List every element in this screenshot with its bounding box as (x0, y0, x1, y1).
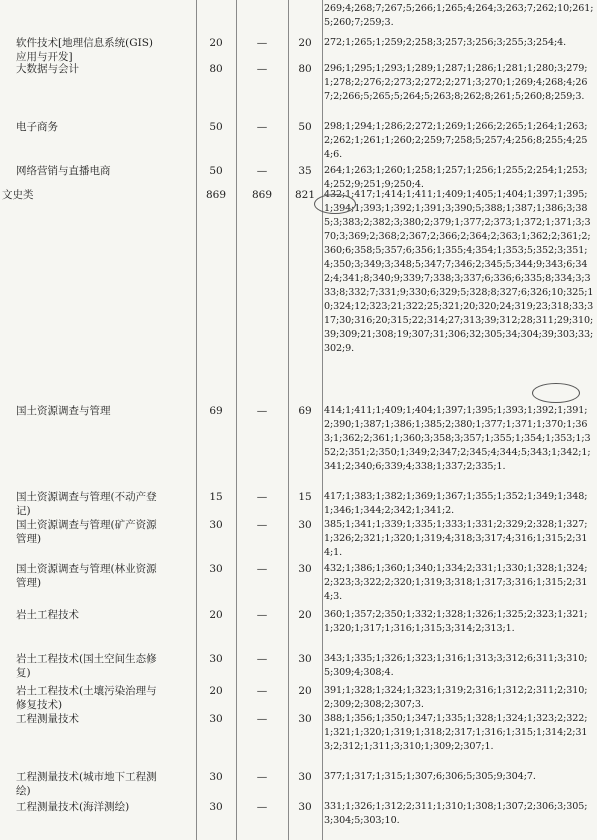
admitted-count: 69 (298, 405, 312, 417)
admitted-count: 30 (298, 519, 312, 531)
plan-count: 50 (209, 165, 223, 177)
plan-count: 30 (209, 563, 223, 575)
program-name: 工程测量技术(海洋测绘) (16, 801, 130, 813)
adjust-count: — (256, 685, 268, 697)
program-name: 电子商务 (16, 121, 58, 133)
score-distribution: 377;1;317;1;315;1;307;6;306;5;305;9;304;7. (324, 771, 536, 782)
adjust-count: — (256, 713, 268, 725)
plan-count: 69 (209, 405, 223, 417)
score-distribution: 432;1;386;1;360;1;340;1;334;2;331;1;330;1;328;1;324;2;323;3;322;2;320;1;319;3;318;1;317;3;316;1;315;2;314;3. (324, 563, 588, 602)
admitted-count: 20 (298, 609, 312, 621)
plan-count: 30 (209, 801, 223, 813)
plan-count: 50 (209, 121, 223, 133)
plan-count: 15 (209, 491, 223, 503)
program-name: 国土资源调查与管理 (16, 405, 111, 417)
admitted-count: 30 (298, 713, 312, 725)
program-name: 岩土工程技术(国土空间生态修 复) (16, 653, 157, 679)
column-divider (322, 0, 323, 840)
score-distribution: 417;1;383;1;382;1;369;1;367;1;355;1;352;1;349;1;348;1;346;1;344;2;342;1;341;2. (324, 491, 588, 516)
score-distribution: 331;1;326;1;312;2;311;1;310;1;308;1;307;2;306;3;305;3;304;5;303;10. (324, 801, 588, 826)
program-name: 国土资源调查与管理(矿产资源 管理) (16, 519, 157, 545)
program-name: 岩土工程技术(土壤污染治理与 修复技术) (16, 685, 157, 711)
adjust-count: — (256, 609, 268, 621)
adjust-count: — (256, 165, 268, 177)
score-distribution: 272;1;265;1;259;2;258;3;257;3;256;3;255;3;254;4. (324, 37, 567, 48)
adjust-count: — (256, 491, 268, 503)
admitted-count: 80 (298, 63, 312, 75)
score-distribution: 432;1;417;1;414;1;411;1;409;1;405;1;404;1;397;1;395;1;394;1;393;1;392;1;391;3;390;5;388;1;387;1;386;3;385;3;383;2;382;3;380;2;379;1;377;2;373;1;372;1;371;3;370;3;369;2;368;2;367;2;366;2;364;2;363;1;362;2;361;2;360;6;358;5;357;6;356;1;355;4;354;1;353;5;352;3;351;4;350;3;349;3;348;5;347;7;346;2;345;5;344;9;343;6;342;4;341;8;340;9;339;7;338;3;337;6;336;6;335;8;334;3;333;8;332;7;331;9;330;6;329;5;328;8;327;6;326;10;325;10;324;12;323;21;322;25;321;20;320;24;319;23;318;33;317;30;316;20;315;22;314;27;313;39;312;28;311;29;310;39;309;21;308;19;307;31;306;32;305;34;304;39;303;33;302;9. (324, 189, 594, 354)
admitted-count: 30 (298, 801, 312, 813)
score-distribution: 343;1;335;1;326;1;323;1;316;1;313;3;312;6;311;3;310;5;309;4;308;4. (324, 653, 588, 678)
program-name: 软件技术[地理信息系统(GIS) 应用与开发] (16, 37, 154, 63)
admitted-count: 30 (298, 771, 312, 783)
admitted-count: 30 (298, 563, 312, 575)
score-distribution: 296;1;295;1;293;1;289;1;287;1;286;1;281;1;280;3;279;1;278;2;276;2;273;2;272;2;271;3;270;1;269;4;268;4;267;2;266;5;265;5;264;5;263;8;262;8;261;5;260;8;259;3. (324, 63, 588, 102)
plan-count: 20 (209, 37, 223, 49)
adjust-count: — (256, 519, 268, 531)
handwritten-circle-mark (532, 383, 580, 403)
score-distribution: 385;1;341;1;339;1;335;1;333;1;331;2;329;2;328;1;327;1;326;2;321;1;320;1;319;4;318;3;317;4;316;1;315;2;314;1. (324, 519, 588, 558)
plan-count: 30 (209, 653, 223, 665)
score-distribution: 269;4;268;7;267;5;266;1;265;4;264;3;263;7;262;10;261;5;260;7;259;3. (324, 3, 594, 28)
program-name: 文史类 (2, 189, 34, 201)
adjust-count: — (256, 405, 268, 417)
plan-count: 20 (209, 609, 223, 621)
admitted-count: 35 (298, 165, 312, 177)
plan-count: 30 (209, 713, 223, 725)
plan-count: 80 (209, 63, 223, 75)
plan-count: 20 (209, 685, 223, 697)
plan-count: 30 (209, 519, 223, 531)
score-distribution: 360;1;357;2;350;1;332;1;328;1;326;1;325;2;323;1;321;1;320;1;317;1;316;1;315;3;314;2;313;1. (324, 609, 588, 634)
admitted-count: 50 (298, 121, 312, 133)
program-name: 大数据与会计 (16, 63, 79, 75)
score-distribution: 388;1;356;1;350;1;347;1;335;1;328;1;324;1;323;2;322;1;321;1;320;1;319;1;318;2;317;1;316;1;315;1;314;2;313;2;312;1;311;3;310;1;309;2;307;1. (324, 713, 588, 752)
plan-count: 869 (205, 189, 227, 201)
adjust-count: — (256, 771, 268, 783)
program-name: 工程测量技术 (16, 713, 79, 725)
admitted-count: 15 (298, 491, 312, 503)
adjust-count: — (256, 121, 268, 133)
program-name: 网络营销与直播电商 (16, 165, 111, 177)
plan-count: 30 (209, 771, 223, 783)
program-name: 工程测量技术(城市地下工程测 绘) (16, 771, 157, 797)
score-distribution: 264;1;263;1;260;1;258;1;257;1;256;1;255;2;254;1;253;4;252;9;251;9;250;4. (324, 165, 588, 190)
admitted-count: 821 (294, 189, 316, 201)
adjust-count: — (256, 563, 268, 575)
score-distribution: 414;1;411;1;409;1;404;1;397;1;395;1;393;1;392;1;391;2;390;1;387;1;386;1;385;2;380;1;377;1;371;1;370;1;363;1;362;2;361;1;360;3;358;3;357;1;355;1;354;1;353;1;352;2;351;2;350;1;349;2;347;2;345;4;344;5;343;1;342;1;341;2;340;6;339;4;338;1;337;2;335;1. (324, 405, 591, 472)
program-name: 国土资源调查与管理(林业资源 管理) (16, 563, 157, 589)
program-name: 岩土工程技术 (16, 609, 79, 621)
adjust-count: — (256, 653, 268, 665)
adjust-count: 869 (251, 189, 273, 201)
admitted-count: 20 (298, 685, 312, 697)
program-name: 国土资源调查与管理(不动产登 记) (16, 491, 157, 517)
admitted-count: 20 (298, 37, 312, 49)
admitted-count: 30 (298, 653, 312, 665)
adjust-count: — (256, 801, 268, 813)
adjust-count: — (256, 37, 268, 49)
score-distribution: 298;1;294;1;286;2;272;1;269;1;266;2;265;1;264;1;263;2;262;1;261;1;260;2;259;7;258;5;257;4;256;8;255;4;254;6. (324, 121, 588, 160)
adjust-count: — (256, 63, 268, 75)
score-distribution: 391;1;328;1;324;1;323;1;319;2;316;1;312;2;311;2;310;2;309;2;308;2;307;3. (324, 685, 588, 710)
